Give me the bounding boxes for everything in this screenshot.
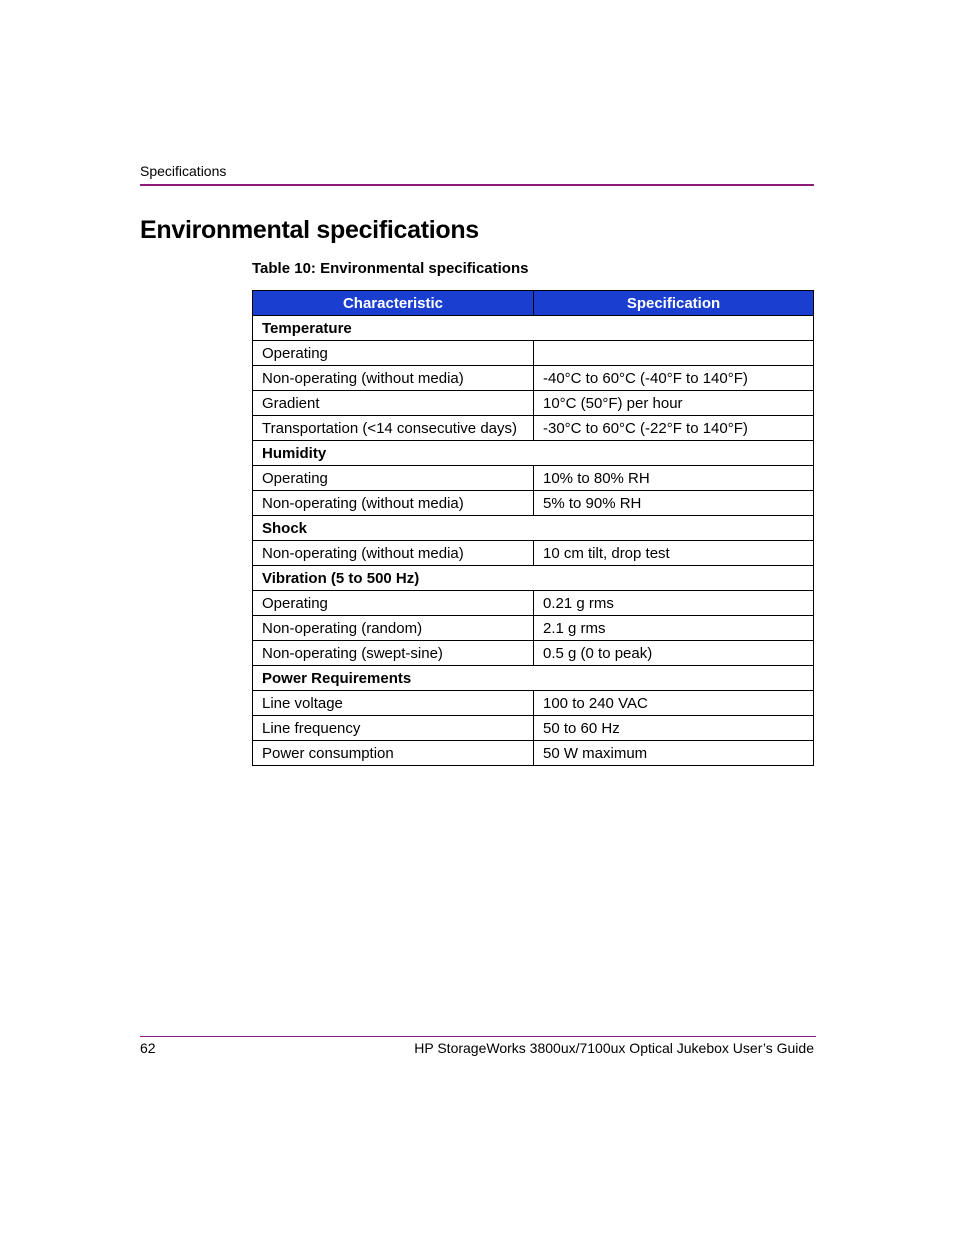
header-rule (140, 184, 814, 186)
document-title: HP StorageWorks 3800ux/7100ux Optical Jukebox User’s Guide (414, 1040, 814, 1056)
characteristic-cell: Operating (253, 341, 534, 366)
column-header-characteristic: Characteristic (253, 291, 534, 316)
specification-cell: -40°C to 60°C (-40°F to 140°F) (534, 366, 814, 391)
table-body (253, 316, 814, 766)
specification-cell: 50 W maximum (534, 741, 814, 766)
table-row (253, 741, 814, 766)
table-row (253, 366, 814, 391)
specification-cell (534, 341, 814, 366)
table-group-row (253, 441, 814, 466)
table-group-row (253, 566, 814, 591)
table-row (253, 716, 814, 741)
specification-cell: 10 cm tilt, drop test (534, 541, 814, 566)
characteristic-cell: Gradient (253, 391, 534, 416)
characteristic-cell: Power consumption (253, 741, 534, 766)
specification-cell: -30°C to 60°C (-22°F to 140°F) (534, 416, 814, 441)
column-header-specification: Specification (534, 291, 814, 316)
table-row (253, 416, 814, 441)
characteristic-cell: Line voltage (253, 691, 534, 716)
section-title: Environmental specifications (140, 216, 479, 244)
characteristic-cell: Operating (253, 466, 534, 491)
characteristic-cell: Non-operating (without media) (253, 491, 534, 516)
table-row (253, 641, 814, 666)
characteristic-cell: Non-operating (without media) (253, 541, 534, 566)
characteristic-cell: Line frequency (253, 716, 534, 741)
specification-cell: 50 to 60 Hz (534, 716, 814, 741)
specification-cell: 0.21 g rms (534, 591, 814, 616)
specification-cell: 2.1 g rms (534, 616, 814, 641)
table-row (253, 616, 814, 641)
specification-cell: 5% to 90% RH (534, 491, 814, 516)
table-group-row (253, 316, 814, 341)
table-row (253, 391, 814, 416)
group-label: Vibration (5 to 500 Hz) (253, 566, 814, 591)
group-label: Temperature (253, 316, 814, 341)
table-row (253, 466, 814, 491)
specification-cell: 10°C (50°F) per hour (534, 391, 814, 416)
group-label: Humidity (253, 441, 814, 466)
table-row (253, 691, 814, 716)
specification-cell: 0.5 g (0 to peak) (534, 641, 814, 666)
group-label: Power Requirements (253, 666, 814, 691)
table-group-row (253, 516, 814, 541)
table-group-row (253, 666, 814, 691)
characteristic-cell: Non-operating (random) (253, 616, 534, 641)
running-header: Specifications (140, 163, 227, 179)
page-number: 62 (140, 1040, 156, 1056)
characteristic-cell: Operating (253, 591, 534, 616)
table-caption: Table 10: Environmental specifications (252, 260, 529, 277)
table-row (253, 541, 814, 566)
characteristic-cell: Non-operating (without media) (253, 366, 534, 391)
characteristic-cell: Non-operating (swept-sine) (253, 641, 534, 666)
environmental-spec-table (252, 290, 814, 766)
table-header-row (253, 291, 814, 316)
table-row (253, 491, 814, 516)
group-label: Shock (253, 516, 814, 541)
characteristic-cell: Transportation (<14 consecutive days) (253, 416, 534, 441)
footer-rule (140, 1036, 816, 1037)
table-row (253, 591, 814, 616)
specification-cell: 10% to 80% RH (534, 466, 814, 491)
specification-cell: 100 to 240 VAC (534, 691, 814, 716)
table-row (253, 341, 814, 366)
